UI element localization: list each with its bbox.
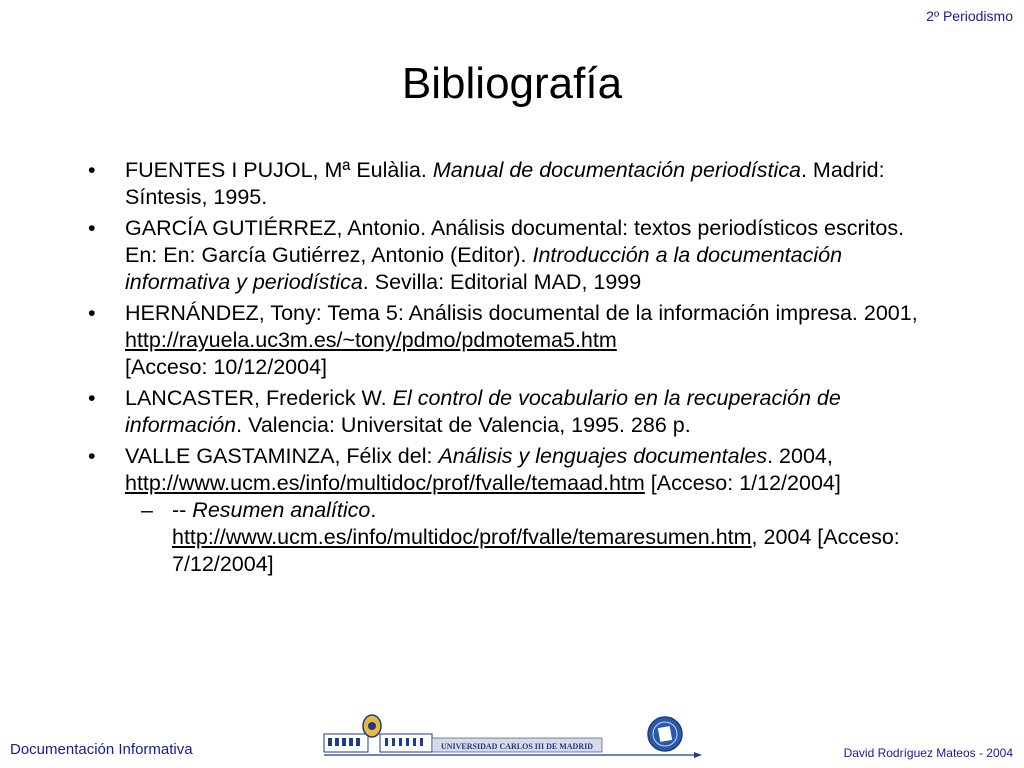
university-name: UNIVERSIDAD CARLOS III DE MADRID xyxy=(440,742,594,751)
item-title: Introducción a la documentación informativa y periodística xyxy=(125,243,843,294)
crest-icon xyxy=(363,715,381,737)
building-icon xyxy=(324,734,368,752)
subitem-link[interactable]: http://www.ucm.es/info/multidoc/prof/fvalle/temaresumen.htm xyxy=(172,525,752,549)
item-text: HERNÁNDEZ, Tony: Tema 5: Análisis documental de la información impresa. 2001, xyxy=(125,301,918,325)
dash: – xyxy=(141,498,153,522)
item-author: GARCÍA GUTIÉRREZ, Antonio. Análisis documental: textos periodísticos escritos. En: En: García Gutiérrez, Antonio (Editor). xyxy=(125,216,905,267)
bibliography-item xyxy=(0,385,1024,439)
item-details: . Madrid: Síntesis, 1995. xyxy=(125,158,885,209)
bullet: • xyxy=(88,158,96,182)
footer-right: David Rodríguez Mateos - 2004 xyxy=(843,746,1013,760)
bibliography-item xyxy=(0,300,1024,381)
item-author: FUENTES I PUJOL, Mª Eulàlia. xyxy=(125,158,433,182)
bibliography-item xyxy=(0,215,1024,296)
item-details: . Sevilla: Editorial MAD, 1999 xyxy=(362,270,642,294)
subitem-prefix: -- xyxy=(172,498,193,522)
subitem-details: , 2004 [Acceso: 7/12/2004] xyxy=(172,525,900,576)
footer-left: Documentación Informativa xyxy=(10,741,193,758)
university-logo xyxy=(322,712,704,764)
subitem-title: Resumen analítico xyxy=(192,498,371,522)
bullet: • xyxy=(88,386,96,410)
bullet: • xyxy=(88,444,96,468)
item-details: . Valencia: Universitat de Valencia, 1995. 286 p. xyxy=(236,413,691,437)
bibliography-item xyxy=(0,157,1024,211)
item-details: [Acceso: 1/12/2004] xyxy=(644,471,841,495)
item-author: VALLE GASTAMINZA, Félix del: xyxy=(125,444,439,468)
item-separator: . 2004, xyxy=(767,444,833,468)
bullet: • xyxy=(88,301,96,325)
seal-icon xyxy=(648,717,682,751)
item-author: LANCASTER, Frederick W. xyxy=(125,386,393,410)
item-details: [Acceso: 10/12/2004] xyxy=(125,355,328,379)
bullet: • xyxy=(88,216,96,240)
item-title: El control de vocabulario en la recuperación de información xyxy=(125,386,841,437)
bibliography-item xyxy=(0,443,1024,497)
item-link[interactable]: http://www.ucm.es/info/multidoc/prof/fvalle/temaad.htm xyxy=(125,471,645,495)
slide-title: Bibliografía xyxy=(401,59,623,108)
subitem-separator: . xyxy=(370,498,377,522)
corner-label: 2º Periodismo xyxy=(926,8,1013,24)
item-title: Análisis y lenguajes documentales xyxy=(438,444,768,468)
item-title: Manual de documentación periodística xyxy=(432,158,801,182)
bibliography-list xyxy=(0,157,1024,578)
bibliography-subitem xyxy=(0,497,1024,578)
item-link[interactable]: http://rayuela.uc3m.es/~tony/pdmo/pdmotema5.htm xyxy=(125,328,617,352)
